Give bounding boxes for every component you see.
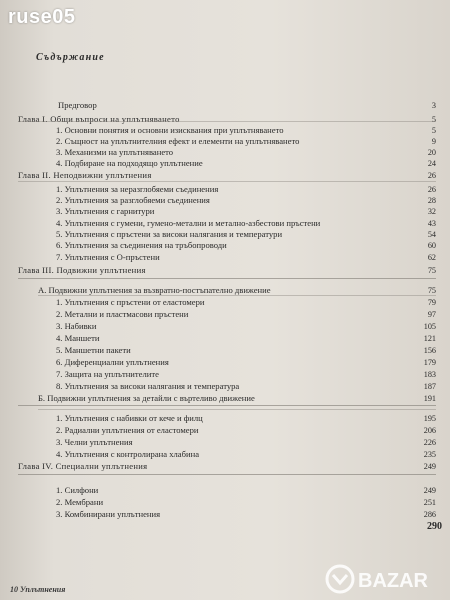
toc-page-number: 62 (427, 253, 436, 262)
toc-item-row (0, 497, 450, 508)
toc-entry-text: Глава I. Общи въпроси на уплътняването (18, 114, 180, 124)
toc-item-row (0, 252, 450, 263)
toc-page-number: 251 (423, 498, 436, 507)
toc-entry-text: 1. Уплътнения с пръстени от еластомери (56, 297, 205, 307)
toc-page-number: 32 (427, 207, 436, 216)
toc-entry-text: 3. Комбинирани уплътнения (56, 509, 161, 519)
toc-page-number: 5 (431, 115, 436, 124)
toc-entry-text: 2. Мембрани (56, 497, 104, 507)
toc-entry-text: 4. Уплътнения с контролирана хлабина (56, 449, 200, 459)
bazar-watermark-logo (324, 562, 444, 596)
toc-item-row (0, 100, 450, 111)
toc-item-row (0, 333, 450, 344)
toc-page-number: 286 (423, 510, 436, 519)
toc-page-number: 60 (427, 241, 436, 250)
toc-entry-text: 3. Уплътнения с гарнитури (56, 206, 155, 216)
toc-section-row (0, 393, 450, 404)
toc-item-row (0, 206, 450, 217)
toc-page-number: 9 (431, 137, 436, 146)
toc-item-row (0, 147, 450, 158)
section-divider (18, 278, 436, 279)
toc-item-row (0, 240, 450, 251)
toc-entry-text: А. Подвижни уплътнения за възвратно-постъпателно движение (38, 285, 271, 295)
toc-page-number: 206 (423, 426, 436, 435)
toc-page-number: 235 (423, 450, 436, 459)
toc-entry-text: 4. Уплътнения с гумени, гумено-метални и метално-азбестови пръстени (56, 218, 321, 228)
toc-entry-text: 5. Маншетни пакети (56, 345, 131, 355)
toc-entry-text: 6. Уплътнения за съединения на тръбопроводи (56, 240, 227, 250)
section-divider (18, 405, 436, 406)
toc-chapter-row (0, 265, 450, 276)
toc-entry-text: 2. Същност на уплътнителния ефект и елементи на уплътняването (56, 136, 300, 146)
toc-item-row (0, 345, 450, 356)
toc-item-row (0, 357, 450, 368)
heading-underline (38, 409, 436, 410)
toc-page-number: 226 (423, 438, 436, 447)
toc-page-number: 195 (423, 414, 436, 423)
toc-page-number: 5 (431, 126, 436, 135)
svg-text:BAZAR: BAZAR (358, 570, 428, 592)
toc-item-row (0, 297, 450, 308)
toc-page-number: 179 (423, 358, 436, 367)
toc-item-row (0, 509, 450, 520)
toc-page-number: 75 (427, 286, 436, 295)
toc-page-number: 249 (423, 486, 436, 495)
toc-page-number: 3 (431, 101, 436, 110)
toc-entry-text: 4. Маншети (56, 333, 100, 343)
toc-chapter-row (0, 170, 450, 181)
toc-page-number: 43 (427, 219, 436, 228)
toc-entry-text: 7. Защита на уплътнителите (56, 369, 159, 379)
toc-item-row (0, 136, 450, 147)
toc-entry-text: 6. Диференциални уплътнения (56, 357, 169, 367)
toc-item-row (0, 449, 450, 460)
toc-item-row (0, 195, 450, 206)
toc-page-number: 20 (427, 148, 436, 157)
toc-entry-text: 1. Уплътнения за неразглобяеми съединения (56, 184, 219, 194)
toc-item-row (0, 218, 450, 229)
toc-page-number: 183 (423, 370, 436, 379)
toc-item-row (0, 125, 450, 136)
toc-item-row (0, 229, 450, 240)
toc-entry-text: 1. Основни понятия и основни изисквания при уплътняването (56, 125, 284, 135)
toc-entry-text: 1. Силфони (56, 485, 99, 495)
toc-chapter-row (0, 461, 450, 472)
toc-item-row (0, 521, 450, 532)
toc-item-row (0, 425, 450, 436)
heading-underline (38, 295, 436, 296)
page-footer: 10 Уплътнения (10, 585, 66, 594)
heading-underline (18, 181, 436, 182)
toc-page-number: 121 (423, 334, 436, 343)
toc-entry-text: 4. Подбиране на подходящо уплътнение (56, 158, 203, 168)
toc-entry-text: Глава III. Подвижни уплътнения (18, 265, 146, 275)
toc-item-row (0, 309, 450, 320)
toc-page-number: 75 (427, 266, 436, 275)
toc-entry-text: 7. Уплътнения с О-пръстени (56, 252, 160, 262)
toc-chapter-row (0, 114, 450, 125)
toc-title: Съдържание (36, 52, 105, 63)
toc-item-row (0, 184, 450, 195)
toc-page-number: 97 (427, 310, 436, 319)
toc-page-number: 79 (427, 298, 436, 307)
toc-page-number: 191 (423, 394, 436, 403)
toc-entry-text: 2. Уплътнения за разглобяеми съединения (56, 195, 210, 205)
toc-page-number: 187 (423, 382, 436, 391)
heading-underline (18, 121, 436, 122)
toc-page-number: 290 (427, 521, 442, 532)
toc-item-row (0, 381, 450, 392)
toc-item-row (0, 485, 450, 496)
toc-page-number: 26 (427, 171, 436, 180)
toc-page-number: 105 (423, 322, 436, 331)
toc-page-number: 54 (427, 230, 436, 239)
toc-entry-text: 5. Уплътнения с пръстени за високи налягания и температури (56, 229, 283, 239)
toc-page-number: 24 (427, 159, 436, 168)
toc-entry-text: Глава IV. Специални уплътнения (18, 461, 148, 471)
toc-entry-text: 2. Радиални уплътнения от еластомери (56, 425, 199, 435)
toc-entry-text: 2. Метални и пластмасови пръстени (56, 309, 189, 319)
toc-entry-text: Предговор (58, 100, 97, 110)
toc-page-number: 28 (427, 196, 436, 205)
toc-page-number: 26 (427, 185, 436, 194)
watermark-logo: ruse05 (8, 6, 76, 28)
toc-entry-text: 1. Уплътнения с набивки от кече и филц (56, 413, 203, 423)
toc-entry-text: Глава II. Неподвижни уплътнения (18, 170, 152, 180)
toc-entry-text: 8. Уплътнения за високи налягания и температура (56, 381, 240, 391)
toc-item-row (0, 437, 450, 448)
toc-page-number: 249 (423, 462, 436, 471)
toc-item-row (0, 321, 450, 332)
toc-item-row (0, 369, 450, 380)
toc-item-row (0, 413, 450, 424)
toc-entry-text: 3. Механизми на уплътняването (56, 147, 174, 157)
toc-item-row (0, 158, 450, 169)
toc-entry-text: 3. Челни уплътнения (56, 437, 133, 447)
section-divider (18, 474, 436, 475)
toc-page-number: 156 (423, 346, 436, 355)
toc-entry-text: 3. Набивки (56, 321, 97, 331)
toc-entry-text: Б. Подвижни уплътнения за детайли с въртеливо движение (38, 393, 255, 403)
